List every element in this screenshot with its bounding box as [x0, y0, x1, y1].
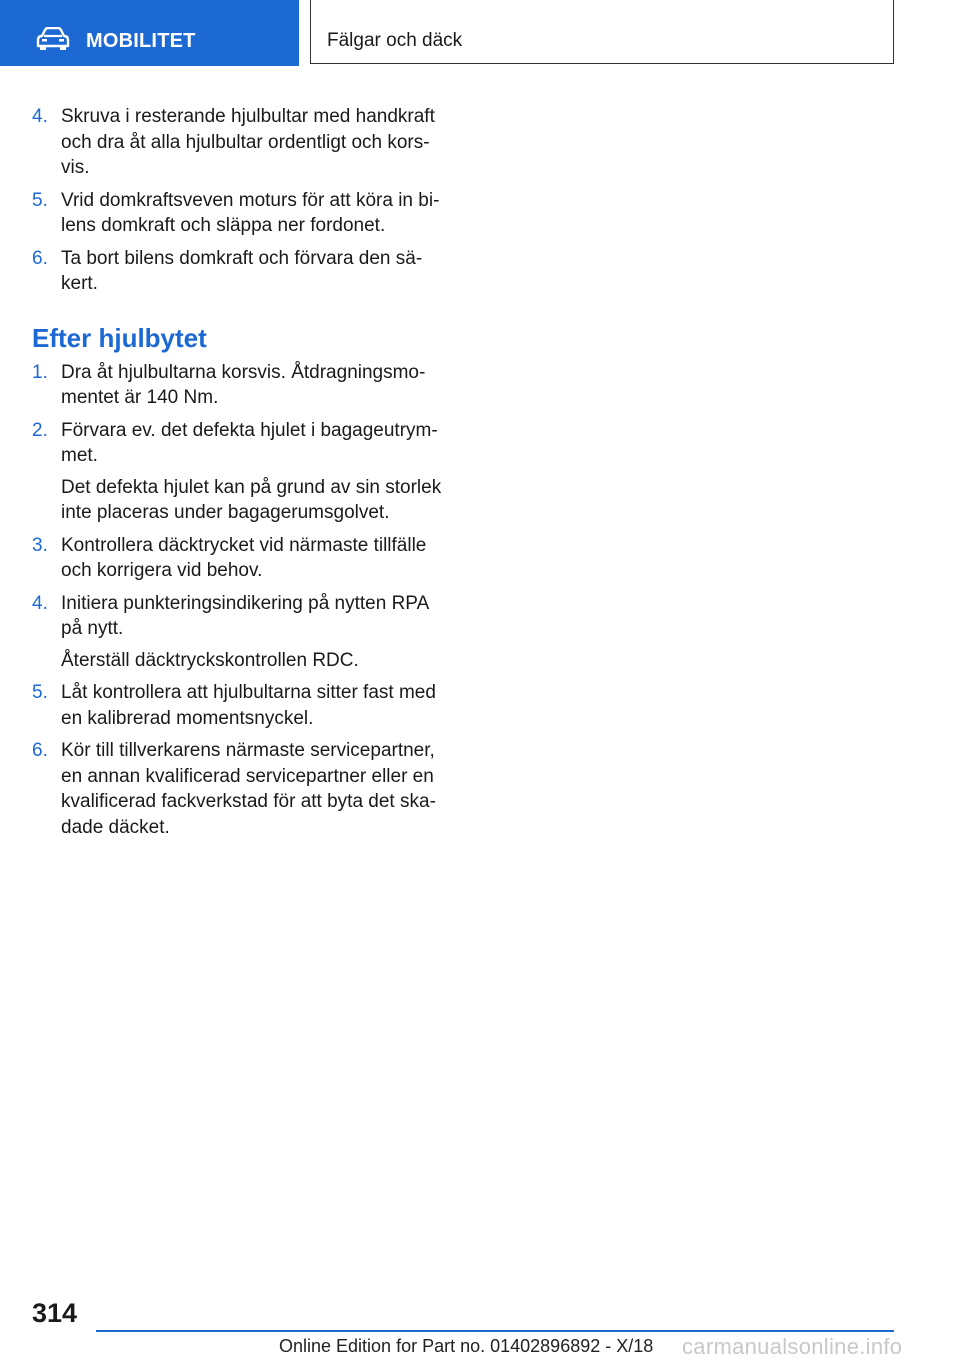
- list-item: [32, 104, 446, 181]
- step-text: Låt kontrollera att hjulbultarna sitter fast med en kalibrerad momentsnyckel.: [61, 682, 436, 729]
- step-number: 4.: [32, 106, 48, 127]
- page-number: 314: [32, 1298, 78, 1328]
- step-note: Återställ däcktryckskontrollen RDC.: [61, 649, 359, 671]
- section-label[interactable]: MOBILITET: [86, 30, 196, 52]
- step-number: 2.: [32, 419, 48, 441]
- step-text: Ta bort bilens domkraft och förvara den säkert.: [61, 247, 423, 294]
- list-item: [32, 360, 446, 411]
- footer-divider: [96, 1330, 894, 1332]
- list-item: [32, 533, 446, 584]
- section-tab: [0, 0, 299, 66]
- step-number: 5.: [32, 682, 48, 703]
- step-number: 4.: [32, 592, 48, 614]
- step-number: 5.: [32, 189, 48, 211]
- step-text: Kontrollera däcktrycket vid närmaste tillfälle och korrigera vid behov.: [61, 534, 427, 581]
- step-text: Förvara ev. det defekta hjulet i bagageutrymmet.: [61, 419, 438, 466]
- step-text: Initiera punkteringsindikering på nytten RPA på nytt.: [61, 592, 429, 639]
- list-item: [32, 680, 446, 731]
- step-text: Kör till tillverkarens närmaste servicepartner, en annan kvalificerad servicepartner eller en kvalificerad fackverkstad för att byta det skadade däcket.: [61, 740, 436, 838]
- watermark: carmanualsonline.info: [682, 1334, 903, 1359]
- list-item: [32, 188, 446, 239]
- step-text: Skruva i resterande hjulbultar med handkraft och dra åt alla hjulbultar ordentligt och korsvis.: [61, 106, 435, 178]
- step-text: Dra åt hjulbultarna korsvis. Åtdragningsmomentet är 140 Nm.: [61, 361, 426, 408]
- page-header: [0, 0, 960, 66]
- list-item: [32, 418, 446, 526]
- section-heading: Efter hjulbytet: [32, 322, 207, 353]
- step-note: Det defekta hjulet kan på grund av sin storlek inte placeras under bagagerumsgolvet.: [61, 476, 442, 523]
- step-number: 1.: [32, 361, 48, 383]
- step-number: 6.: [32, 740, 48, 761]
- step-number: 6.: [32, 247, 48, 269]
- list-item: [32, 591, 446, 674]
- edition-text: Online Edition for Part no. 01402896892 - X/18: [279, 1336, 654, 1356]
- steps-list-top: [32, 104, 446, 297]
- list-item: [32, 246, 446, 297]
- step-text: Vrid domkraftsveven moturs för att köra in bilens domkraft och släppa ner fordonet.: [61, 189, 440, 236]
- page-content: [32, 104, 446, 847]
- list-item: [32, 738, 446, 840]
- steps-list-after: [32, 360, 446, 841]
- chapter-title-box: [310, 0, 894, 64]
- step-number: 3.: [32, 534, 48, 556]
- car-icon: [36, 27, 70, 51]
- chapter-title[interactable]: Fälgar och däck: [327, 30, 463, 51]
